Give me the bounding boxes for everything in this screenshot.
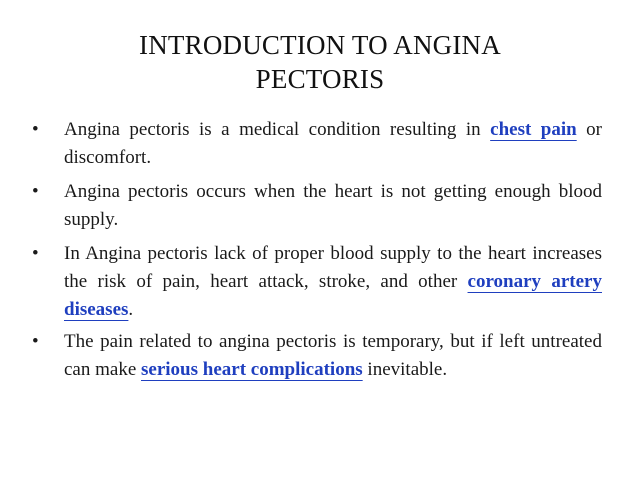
- bullet-text: or discomfort.: [64, 119, 603, 168]
- bullet-item-1: [30, 116, 602, 172]
- serious-heart-complications-link[interactable]: serious heart complications: [141, 359, 363, 380]
- slide-title: [60, 28, 580, 96]
- chest-pain-link[interactable]: chest pain: [490, 119, 577, 140]
- bullet-text: inevitable.: [362, 359, 448, 380]
- bullet-dot: •: [32, 181, 39, 202]
- bullet-item-4: [30, 328, 602, 384]
- bullet-item-3: [30, 240, 602, 324]
- bullet-item-2: [30, 178, 602, 234]
- title-line-1: INTRODUCTION TO ANGINA: [139, 30, 501, 60]
- bullet-text: Angina pectoris occurs when the heart is not getting enough blood supply.: [64, 181, 602, 230]
- coronary-artery-diseases-link[interactable]: coronary artery diseases: [64, 271, 602, 320]
- bullet-dot: •: [32, 243, 39, 264]
- bullet-text: The pain related to angina pectoris is temporary, but if left untreated can make: [64, 331, 602, 380]
- bullet-text: .: [128, 299, 134, 320]
- bullet-text: In Angina pectoris lack of proper blood supply to the heart increases the risk of pain, heart attack, stroke, and other: [64, 243, 602, 292]
- bullet-dot: •: [32, 119, 39, 140]
- title-line-2: PECTORIS: [255, 64, 385, 94]
- bullet-dot: •: [32, 331, 39, 352]
- bullet-text: Angina pectoris is a medical condition resulting in: [64, 119, 491, 140]
- bullet-list: [30, 116, 602, 390]
